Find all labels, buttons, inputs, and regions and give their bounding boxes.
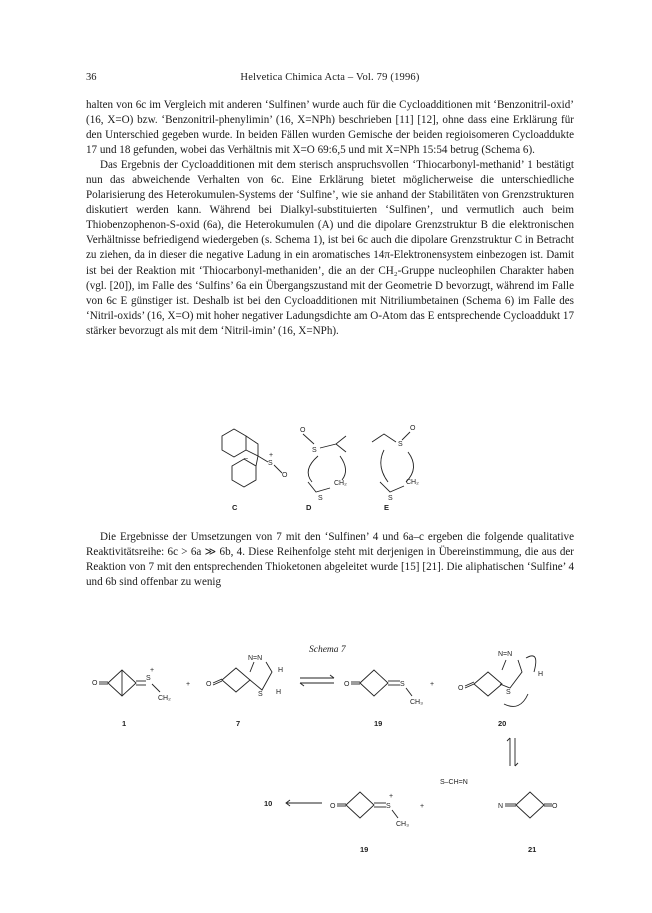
compound-19-bottom (330, 792, 409, 854)
page-number: 36 (86, 72, 97, 83)
plus-sign-3: + (420, 803, 425, 810)
plus-sign-2: + (430, 681, 435, 688)
atom-s-c: S (268, 460, 273, 467)
atom-s-d: S (312, 447, 317, 454)
paragraph-3: Die Ergebnisse der Umsetzungen von 7 mit den ‘Sulfinen’ 4 und 6a–c ergeben die folgende qualitative Reaktivitätsreihe: 6c > 6a ≫ 6b, 4. Diese Reihenfolge steht mit derjenigen in Übereinstimmung, die aus der Reaktion von 7 mit den entsprechenden Thioketonen abgeleitet wurde [15] [21]. Die aliphatischen ‘Sulfine’ 4 und 6b sind offenbar zu wenig (86, 531, 574, 589)
compound-1 (92, 667, 171, 728)
atom-o-19b: O (330, 803, 336, 810)
charge-minus-c: – (244, 455, 248, 462)
label-21: 21 (528, 845, 537, 854)
label-19-top: 19 (374, 719, 383, 728)
atom-o-7: O (206, 681, 212, 688)
label-20: 20 (498, 719, 507, 728)
atom-o-20: O (458, 685, 464, 692)
compound-7 (206, 655, 283, 728)
atom-s-7: S (258, 691, 263, 698)
label-19-bottom: 19 (360, 845, 369, 854)
benzene-ring-lower (232, 459, 256, 487)
atom-s-e: S (398, 441, 403, 448)
charge-plus-19b: + (389, 793, 394, 800)
compound-19-top (344, 670, 423, 728)
scheme-title: Schema 7 (309, 645, 346, 655)
atom-ch2-e: CH₂ (406, 479, 419, 486)
charge-plus-1: + (150, 667, 155, 674)
structure-c (222, 429, 288, 512)
atom-ch3-19: CH₃ (410, 699, 423, 706)
atom-o-1: O (92, 680, 98, 687)
atom-s-20: S (506, 689, 511, 696)
atom-s-1: S (146, 675, 151, 682)
journal-title: Helvetica Chimica Acta – Vol. 79 (1996) (240, 72, 420, 83)
atom-o-e: O (410, 425, 416, 432)
atom-s-d2: S (318, 495, 323, 502)
atom-ch2-1: CH₂ (158, 695, 171, 702)
label-7: 7 (236, 719, 241, 728)
atom-schn-21: S–CH=N (440, 779, 468, 786)
atom-s-e2: S (388, 495, 393, 502)
label-1: 1 (122, 719, 127, 728)
structure-d (300, 427, 347, 512)
label-c: C (232, 503, 238, 512)
atom-h-20: H (538, 671, 544, 678)
plus-sign-1: + (186, 681, 191, 688)
atom-s-19: S (400, 681, 405, 688)
atom-ch2-d: CH₂ (334, 480, 347, 487)
benzene-ring-left (222, 429, 246, 457)
atom-o-19: O (344, 681, 350, 688)
atom-o-21: O (552, 803, 558, 810)
atom-nn-20: N=N (498, 651, 513, 658)
text-block-lower (86, 530, 574, 590)
paragraph-1: halten von 6c im Vergleich mit anderen ‘Sulfinen’ wurde auch für die Cycloadditionen mit ‘Benzonitril-oxid’ (16, X=O) bzw. ‘Benzonitril-phenylimin’ (16, X=NPh) beschrieben [11] [12], ohne dass eine Erklärung für den Unterschied gegeben wurde. In beiden Fällen wurden Gemische der beiden regioisomeren Cycloaddukte 17 und 18 gefunden, wobei das Verhältnis mit X=O 69:6,5 und mit X=NPh 15:54 betrug (Schema 6). (86, 99, 574, 157)
page-header (86, 72, 574, 86)
structure-e (372, 425, 419, 512)
atom-n-21: N (498, 803, 504, 810)
charge-plus-c: + (269, 452, 274, 459)
atom-h-7b: H (276, 689, 282, 696)
label-d: D (306, 503, 312, 512)
atom-nn-7: N=N (248, 655, 263, 662)
label-10: 10 (264, 799, 273, 808)
compound-20 (458, 651, 543, 728)
atom-s-19b: S (386, 803, 391, 810)
label-e: E (384, 503, 390, 512)
atom-o-c: O (282, 472, 288, 479)
atom-o-d: O (300, 427, 306, 434)
paragraph-2: Das Ergebnis der Cycloadditionen mit dem sterisch anspruchsvollen ‘Thiocarbonyl-methanid’ 1 bestätigt nun das abweichende Verhalten von 6c. Eine Erklärung bietet möglicherweise die unterschiedliche Polarisierung des Heterokumulen-Systems der ‘Sulfine’, wie sie anhand der Stabilitäten von Grenzstrukturen diskutiert werden kann. Während bei Dialkyl-substituierten ‘Sulfinen’, und vermutlich auch beim Thiobenzophenon-S-oxid (6a), die Heterokumulen (A) und die dipolare Grenzstruktur B die elektronischen Verhältnisse befriedigend wiedergeben (s. Schema 1), ist bei 6c auch die dipolare Grenzstruktur C in Betracht zu ziehen, da in dieser die negative Ladung in ein aromatisches 14π-Elektronensystem einbezogen ist. Damit ist bei der Reaktion mit ‘Thiocarbonyl-methaniden’, die an der CH₂-Gruppe nucleophilen Charakter haben (vgl. [20]), im Falle des ‘Sulfins’ 6a ein Übergangszustand mit der Geometrie D bevorzugt, während im Falle von 6c E günstiger ist. Deshalb ist bei den Cycloadditionen mit Nitriliumbetainen (Schema 6) im Falle des ‘Nitril-oxids’ (16, X=O) mit hoher negativer Ladungsdichte am O-Atom das E entsprechende Cycloaddukt 17 stärker bevorzugt als mit dem ‘Nitril-imin’ (16, X=NPh). (86, 159, 574, 337)
compound-21 (440, 779, 558, 854)
atom-h-7a: H (278, 667, 284, 674)
atom-ch3-19b: CH₃ (396, 821, 409, 828)
text-block-upper (86, 98, 574, 339)
